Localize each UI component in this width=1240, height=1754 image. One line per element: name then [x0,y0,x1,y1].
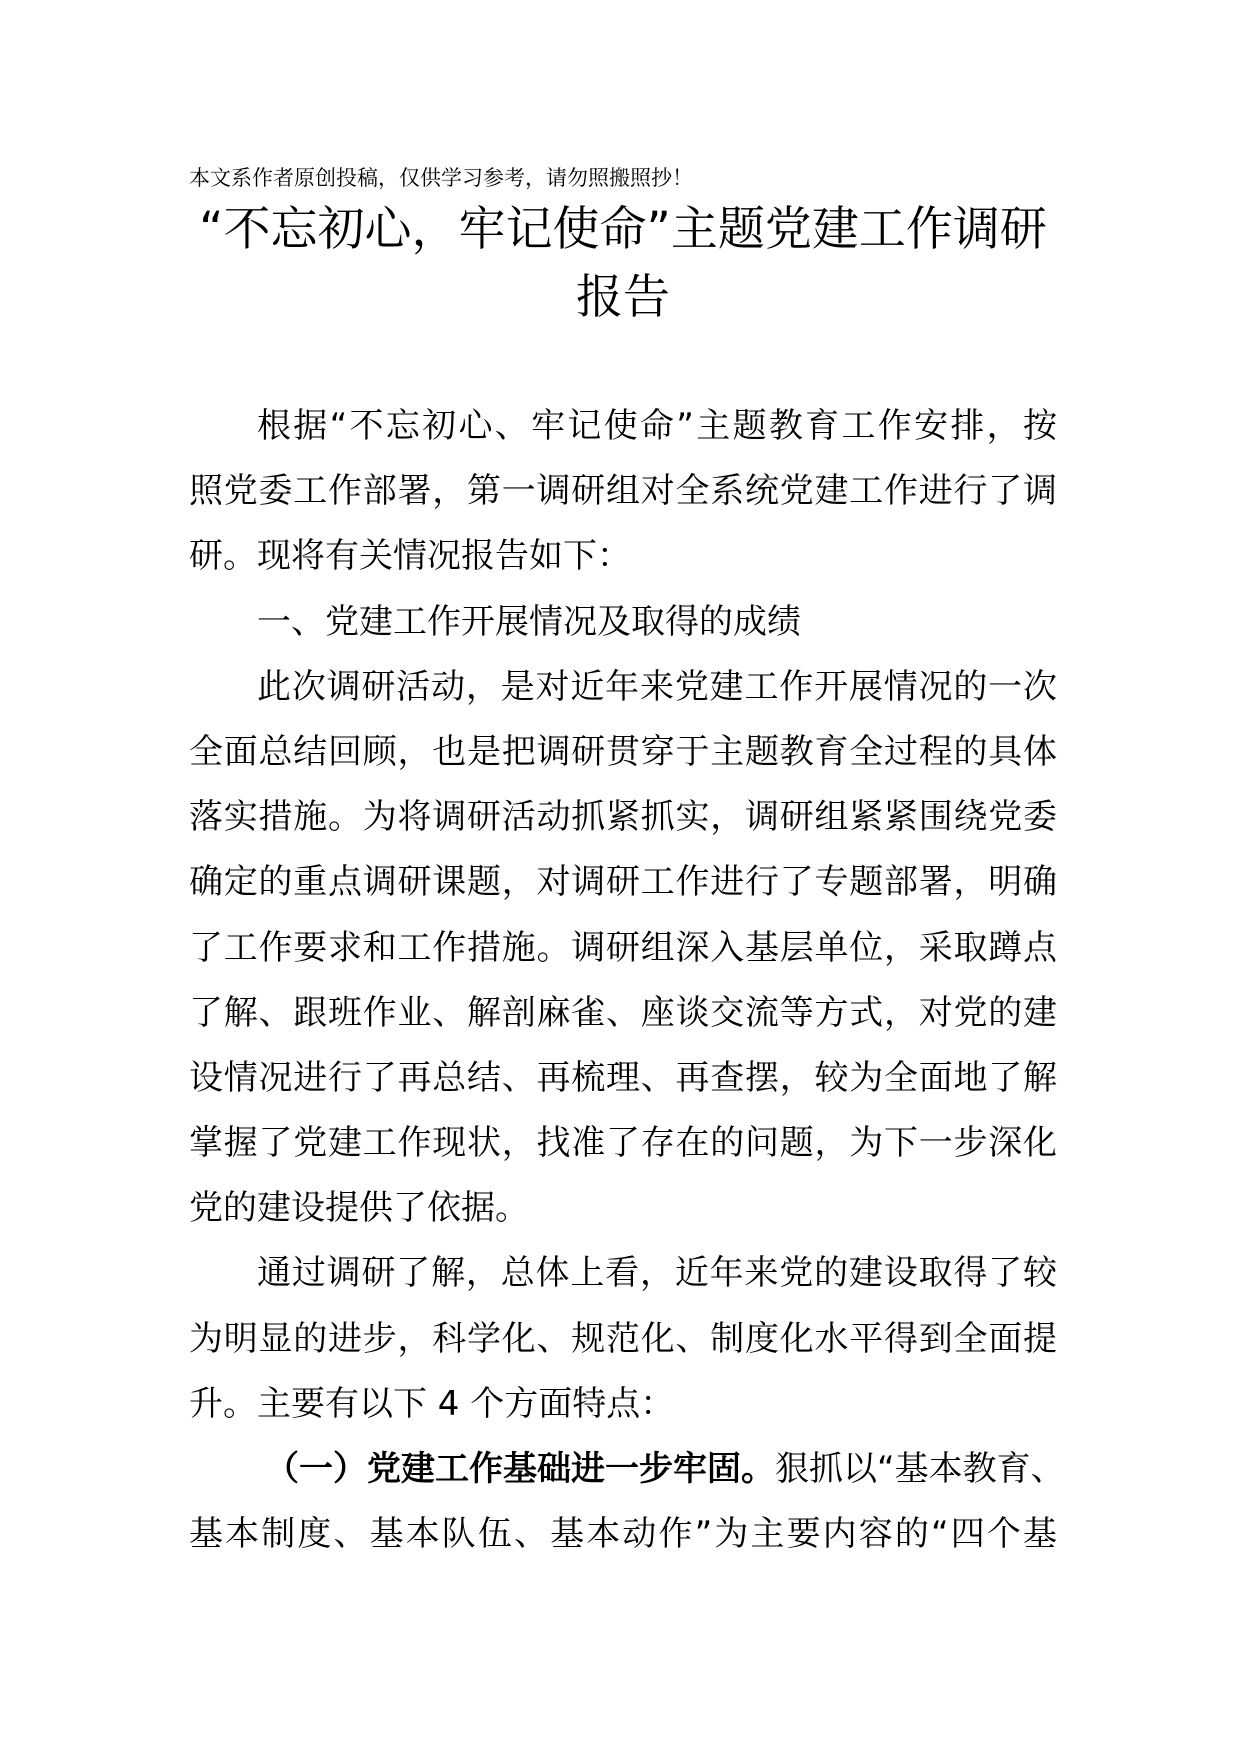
paragraph-line: 了解、跟班作业、解剖麻雀、座谈交流等方式，对党的建 [189,992,1057,1033]
paragraph-line: 通过调研了解，总体上看，近年来党的建设取得了较 [257,1253,1057,1294]
paragraph-line: 掌握了党建工作现状，找准了存在的问题，为下一步深化 [189,1123,1057,1164]
paragraph-line: 研。现将有关情况报告如下： [189,536,631,577]
paragraph-line: 党的建设提供了依据。 [189,1188,529,1229]
paragraph-line: 确定的重点调研课题，对调研工作进行了专题部署，明确 [189,862,1057,903]
paragraph-line: 落实措施。为将调研活动抓紧抓实，调研组紧紧围绕党委 [189,797,1057,838]
paragraph-line: 根据“不忘初心、牢记使命”主题教育工作安排，按 [257,406,1057,446]
paragraph-line: 设情况进行了再总结、再梳理、再查摆，较为全面地了解 [189,1057,1057,1098]
copyright-note: 本文系作者原创投稿，仅供学习参考，请勿照搬照抄！ [189,166,693,190]
paragraph-line: 了工作要求和工作措施。调研组深入基层单位，采取蹲点 [189,927,1057,968]
paragraph-line: 此次调研活动，是对近年来党建工作开展情况的一次 [257,666,1057,707]
paragraph-line: 升。主要有以下 4 个方面特点： [189,1383,675,1424]
paragraph-line: 基本制度、基本队伍、基本动作”为主要内容的“四个基 [189,1514,1057,1555]
document-title-line-2: 报告 [576,270,670,325]
point-heading-line [189,1437,1065,1502]
document-title-line-1: “不忘初心，牢记使命”主题党建工作调研 [199,202,1047,257]
paragraph-line: 全面总结回顾，也是把调研贯穿于主题教育全过程的具体 [189,731,1057,772]
point-heading-rest: 狠抓以“基本教育、 [775,1449,1065,1489]
paragraph-line: 照党委工作部署，第一调研组对全系统党建工作进行了调 [189,471,1057,512]
section-heading: 一、党建工作开展情况及取得的成绩 [257,601,801,642]
point-heading-bold: （一）党建工作基础进一步牢固。 [265,1449,775,1489]
document-body [189,394,1065,1567]
paragraph-line: 为明显的进步，科学化、规范化、制度化水平得到全面提 [189,1318,1057,1359]
